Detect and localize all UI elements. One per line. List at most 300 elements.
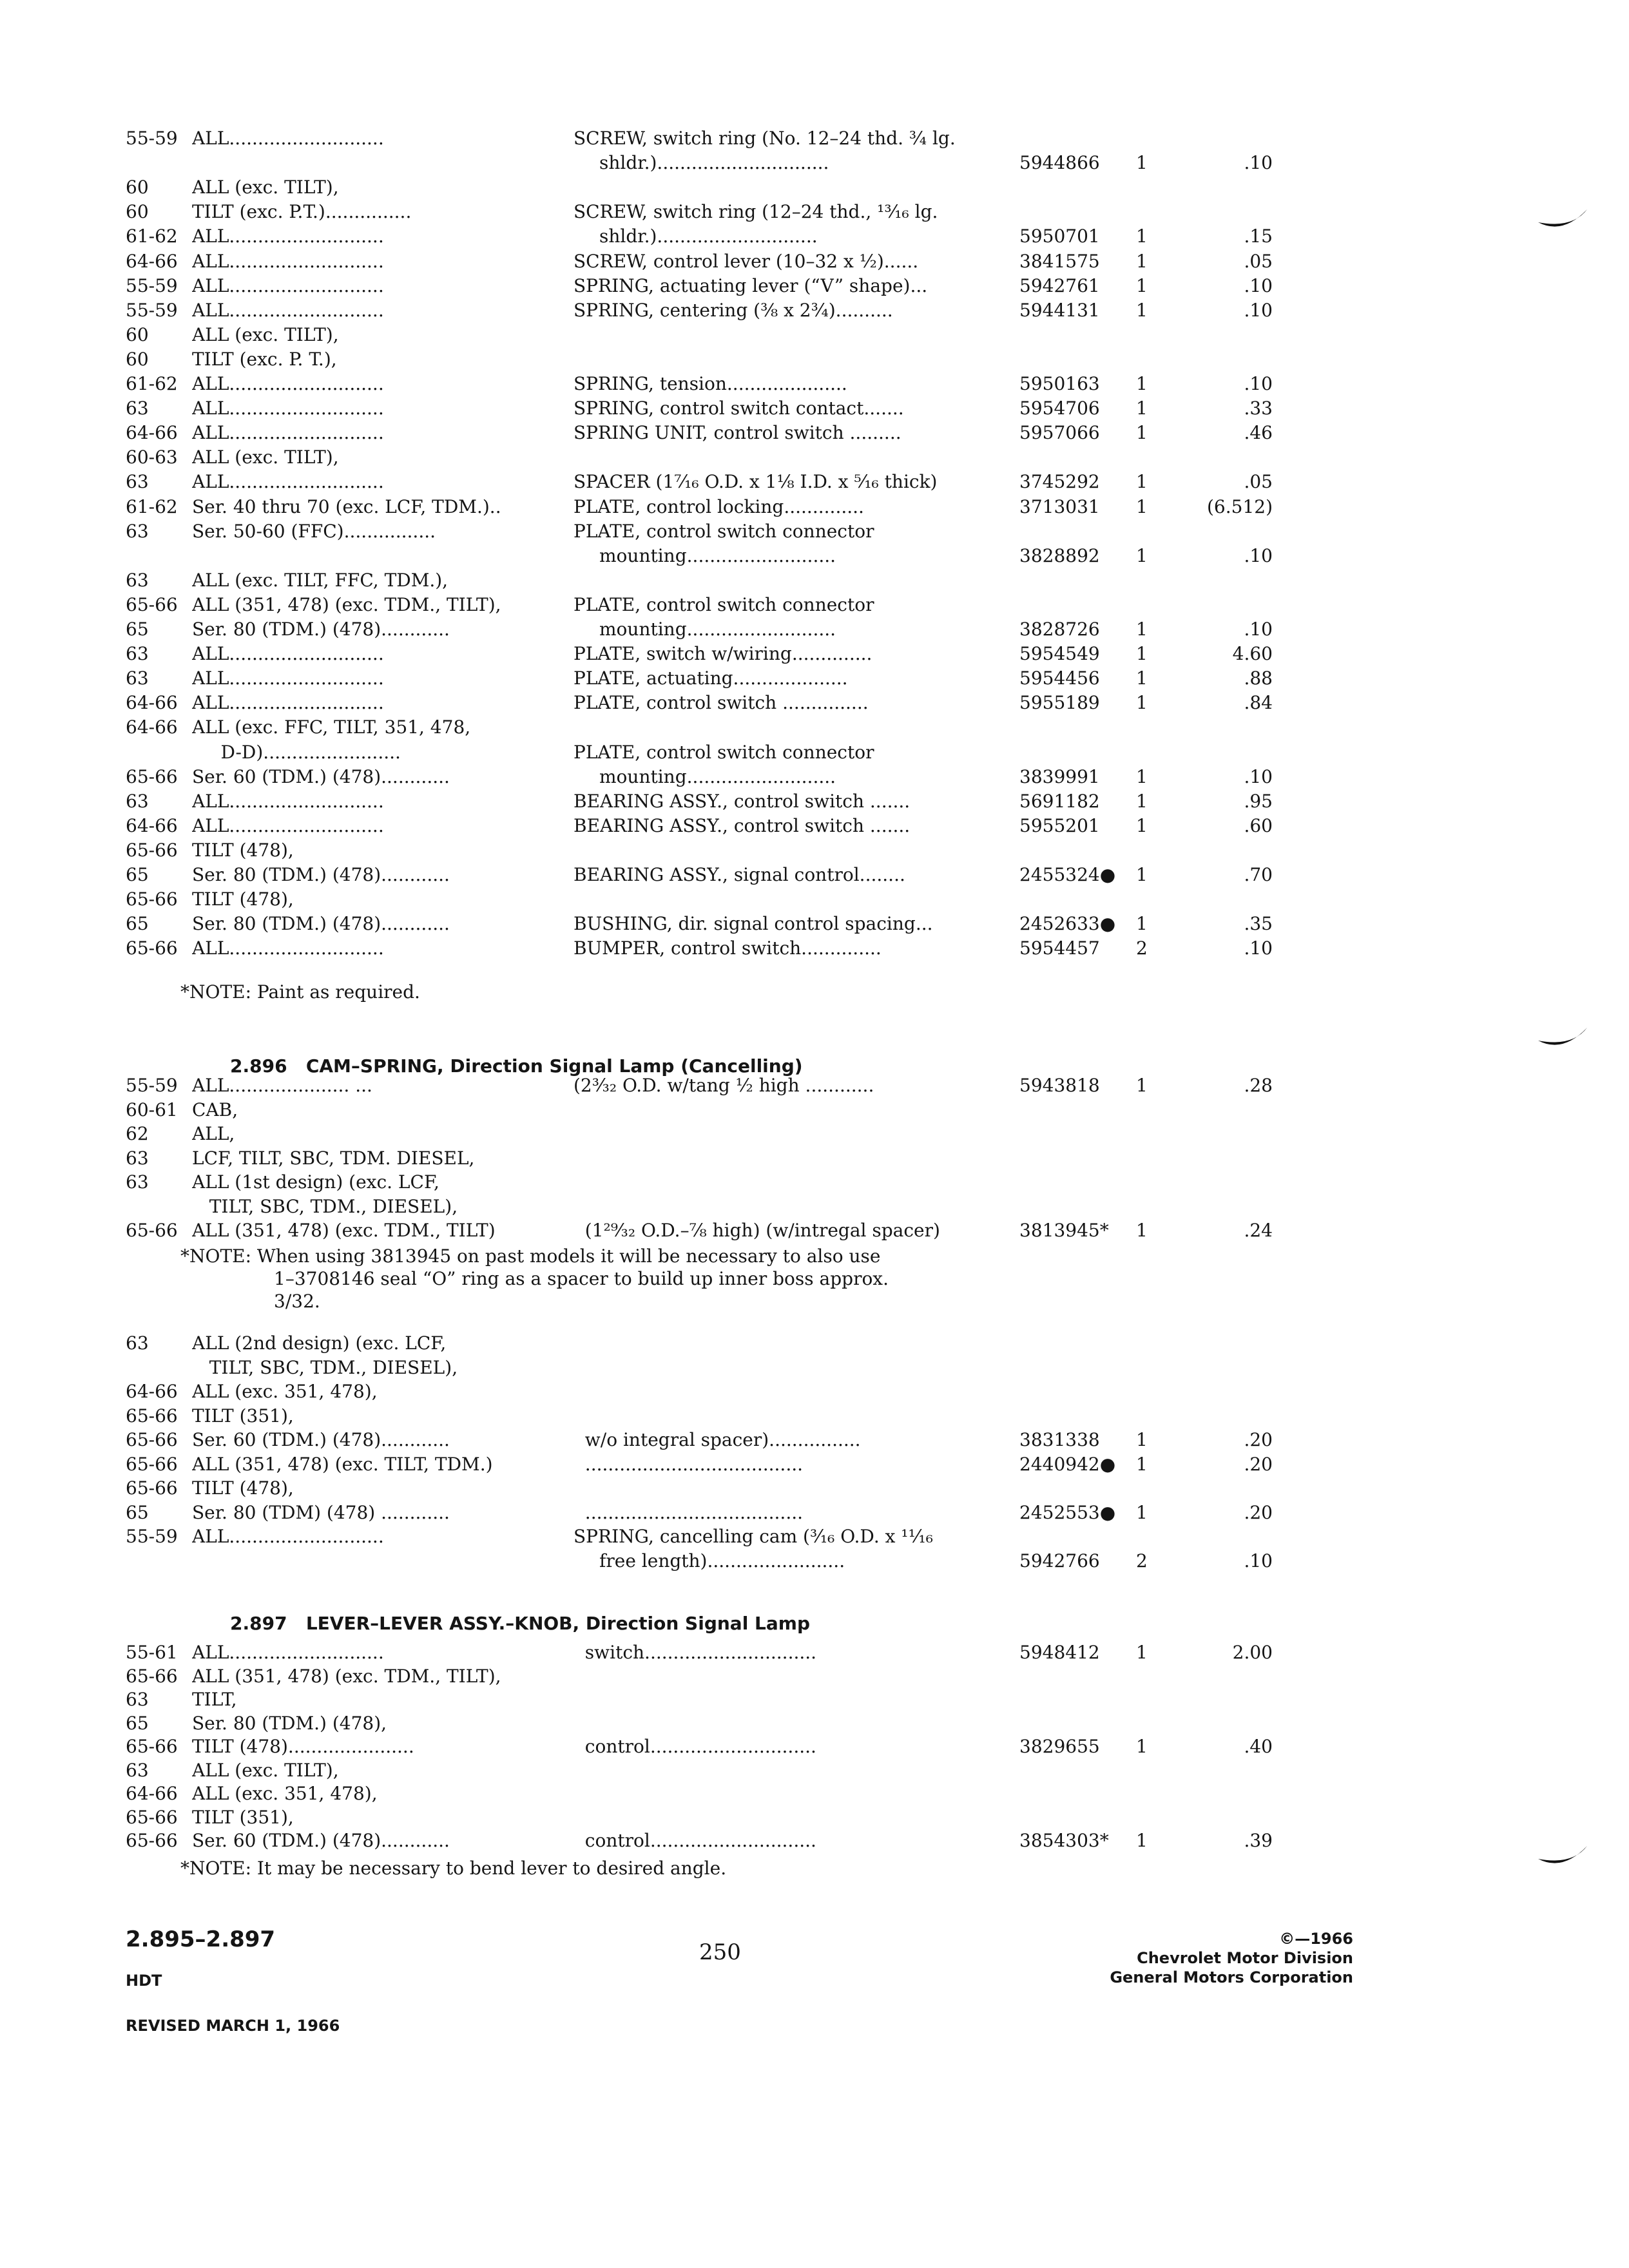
price: .20 <box>1244 1501 1273 1523</box>
parts-row <box>126 740 1273 765</box>
section-heading-2-897 <box>205 1585 810 1634</box>
parts-row <box>126 126 1273 151</box>
quantity: 1 <box>1136 544 1148 566</box>
parts-row <box>126 543 1273 569</box>
binder-hole-mark-icon <box>1537 203 1588 235</box>
part-number: 5954456 <box>1019 668 1100 689</box>
section-number: 2.896 <box>230 1055 287 1077</box>
year-range: 62 <box>126 1123 149 1144</box>
quantity: 1 <box>1136 471 1148 493</box>
part-number: 2440942● <box>1019 1453 1116 1475</box>
model-application: ALL........................... <box>192 128 384 149</box>
quantity: 1 <box>1136 1642 1148 1663</box>
quantity: 1 <box>1136 913 1148 935</box>
model-application: ALL........................... <box>192 373 384 394</box>
part-description: SPRING, cancelling cam (³⁄₁₆ O.D. x ¹¹⁄₁₆ <box>574 1526 933 1547</box>
model-application: ALL (exc. TILT), <box>192 447 339 468</box>
year-range: 55-59 <box>126 274 178 296</box>
note-3813945-line-1 <box>126 1244 1273 1269</box>
footer-series: HDT <box>126 1972 162 1990</box>
parts-row <box>126 1331 1273 1356</box>
quantity: 1 <box>1136 274 1148 296</box>
year-range: 55-59 <box>126 1526 178 1547</box>
parts-row <box>126 1121 1273 1147</box>
part-number: 5957066 <box>1019 422 1100 444</box>
parts-row <box>126 519 1273 544</box>
parts-row <box>126 1758 1273 1783</box>
parts-row <box>126 347 1273 372</box>
model-application: TILT (351), <box>192 1806 294 1828</box>
model-application: D-D)........................ <box>192 741 401 763</box>
year-range: 65 <box>126 1501 149 1523</box>
parts-row <box>126 469 1273 495</box>
parts-row <box>126 1073 1273 1099</box>
model-application: ALL........................... <box>192 422 384 444</box>
year-range: 55-61 <box>126 1642 178 1663</box>
parts-row <box>126 862 1273 888</box>
part-number: 3813945* <box>1019 1220 1109 1241</box>
parts-row <box>126 1097 1273 1123</box>
model-application: ALL........................... <box>192 250 384 272</box>
parts-row <box>126 298 1273 323</box>
year-range: 64-66 <box>126 1381 178 1402</box>
part-number: 3839991 <box>1019 765 1100 787</box>
price: .10 <box>1244 937 1273 959</box>
part-description: SPRING, tension..................... <box>574 373 847 394</box>
part-description: mounting.......................... <box>599 765 836 787</box>
quantity: 1 <box>1136 1075 1148 1096</box>
part-description: PLATE, switch w/wiring.............. <box>574 643 872 665</box>
price: 2.00 <box>1232 1642 1273 1663</box>
note-bend-lever <box>126 1856 1273 1881</box>
year-range: 63 <box>126 1147 149 1169</box>
binder-hole-mark-icon <box>1537 1021 1588 1053</box>
quantity: 1 <box>1136 152 1148 174</box>
part-number: 3713031 <box>1019 495 1100 517</box>
parts-row <box>126 887 1273 912</box>
model-application: ALL........................... <box>192 398 384 419</box>
model-application: LCF, TILT, SBC, TDM. DIESEL, <box>192 1147 475 1169</box>
quantity: 2 <box>1136 1550 1148 1571</box>
year-range: 65 <box>126 913 149 935</box>
model-application: TILT (351), <box>192 1405 294 1427</box>
price: 4.60 <box>1232 643 1273 665</box>
model-application: ALL (exc. TILT, FFC, TDM.), <box>192 569 448 591</box>
part-number: 2455324● <box>1019 864 1116 885</box>
year-range: 63 <box>126 520 149 542</box>
year-range: 60 <box>126 201 149 223</box>
model-application: ALL (351, 478) (exc. TILT, TDM.) <box>192 1453 493 1475</box>
price: .10 <box>1244 299 1273 321</box>
parts-row <box>126 789 1273 814</box>
year-range: 63 <box>126 398 149 419</box>
parts-row <box>126 1805 1273 1831</box>
parts-row <box>126 322 1273 348</box>
part-description: PLATE, control switch connector <box>574 593 874 615</box>
quantity: 1 <box>1136 1220 1148 1241</box>
parts-row <box>126 641 1273 667</box>
parts-row <box>126 396 1273 421</box>
note-paint <box>126 979 1273 1005</box>
part-number: 3745292 <box>1019 471 1100 493</box>
part-number: 5942766 <box>1019 1550 1100 1571</box>
part-number: 5944866 <box>1019 152 1100 174</box>
quantity: 1 <box>1136 692 1148 714</box>
year-range: 61-62 <box>126 495 178 517</box>
model-application: Ser. 80 (TDM.) (478)............ <box>192 864 450 885</box>
year-range: 63 <box>126 668 149 689</box>
model-application: TILT (exc. P.T.)............... <box>192 201 412 223</box>
page-number: 250 <box>699 1939 741 1965</box>
model-application: ALL (351, 478) (exc. TDM., TILT) <box>192 1220 496 1241</box>
part-description: shldr.)............................ <box>599 226 818 247</box>
year-range: 61-62 <box>126 373 178 394</box>
parts-row <box>126 715 1273 740</box>
parts-row <box>126 1475 1273 1501</box>
year-range: 65-66 <box>126 1220 178 1241</box>
parts-row <box>126 445 1273 470</box>
part-description: free length)........................ <box>599 1550 845 1571</box>
parts-row <box>126 592 1273 618</box>
quantity: 1 <box>1136 299 1148 321</box>
part-description: shldr.).............................. <box>599 152 829 174</box>
parts-row <box>126 813 1273 839</box>
price: .33 <box>1244 398 1273 419</box>
parts-row <box>126 1218 1273 1244</box>
part-description: PLATE, control switch ............... <box>574 692 869 714</box>
part-number: 5943818 <box>1019 1075 1100 1096</box>
price: .84 <box>1244 692 1273 714</box>
model-application: CAB, <box>192 1099 238 1120</box>
parts-row <box>126 1427 1273 1453</box>
part-description: SPRING UNIT, control switch ......... <box>574 422 901 444</box>
quantity: 2 <box>1136 937 1148 959</box>
model-application: ALL, <box>192 1123 235 1144</box>
model-application: TILT (exc. P. T.), <box>192 348 337 370</box>
model-application: ALL........................... <box>192 299 384 321</box>
part-number: 5954706 <box>1019 398 1100 419</box>
year-range: 60-61 <box>126 1099 178 1120</box>
section-title: LEVER–LEVER ASSY.–KNOB, <box>305 1613 580 1634</box>
model-application: Ser. 60 (TDM.) (478)............ <box>192 1429 450 1450</box>
part-number: 5955189 <box>1019 692 1100 714</box>
model-application: ALL........................... <box>192 790 384 812</box>
model-application: ALL (exc. FFC, TILT, 351, 478, <box>192 716 471 738</box>
model-application: ALL (exc. TILT), <box>192 1759 339 1781</box>
note-text: 1–3708146 seal “O” ring as a spacer to build up inner boss approx. <box>274 1268 889 1289</box>
part-number: 5944131 <box>1019 299 1100 321</box>
parts-row <box>126 273 1273 299</box>
parts-row <box>126 568 1273 593</box>
year-range: 63 <box>126 643 149 665</box>
model-application: ALL (exc. TILT), <box>192 177 339 198</box>
year-range: 60 <box>126 177 149 198</box>
part-description: (2³⁄₃₂ O.D. w/tang ½ high ............ <box>574 1075 874 1096</box>
binder-hole-mark-icon <box>1537 1840 1588 1872</box>
model-application: ALL (2nd design) (exc. LCF, <box>192 1332 447 1354</box>
model-application: Ser. 60 (TDM.) (478)............ <box>192 765 450 787</box>
year-range: 61-62 <box>126 226 178 247</box>
part-description: BEARING ASSY., control switch ....... <box>574 814 911 836</box>
quantity: 1 <box>1136 250 1148 272</box>
year-range: 65-66 <box>126 1830 178 1851</box>
section-subtitle: Direction Signal Lamp <box>585 1613 810 1634</box>
parts-row <box>126 494 1273 520</box>
note-text: *NOTE: It may be necessary to bend lever to desired angle. <box>180 1858 727 1879</box>
parts-row <box>126 764 1273 790</box>
year-range: 60-63 <box>126 447 178 468</box>
year-range: 65 <box>126 1712 149 1734</box>
footer-section-range: 2.895–2.897 <box>126 1927 276 1952</box>
part-description: mounting.......................... <box>599 619 836 640</box>
part-number: 3841575 <box>1019 250 1100 272</box>
year-range: 63 <box>126 1332 149 1354</box>
part-number: 5950701 <box>1019 226 1100 247</box>
model-application: ALL..................... ... <box>192 1075 372 1096</box>
year-range: 60 <box>126 323 149 345</box>
part-number: 5954549 <box>1019 643 1100 665</box>
year-range: 64-66 <box>126 250 178 272</box>
model-application: ALL........................... <box>192 226 384 247</box>
parts-row <box>126 1169 1273 1195</box>
quantity: 1 <box>1136 495 1148 517</box>
part-description: BUSHING, dir. signal control spacing... <box>574 913 933 935</box>
parts-row <box>126 1734 1273 1760</box>
parts-row <box>126 1403 1273 1429</box>
price: .20 <box>1244 1453 1273 1475</box>
footer-division: Chevrolet Motor Division <box>1137 1949 1353 1967</box>
year-range: 65-66 <box>126 765 178 787</box>
note-3813945-line-2 <box>126 1266 1273 1292</box>
part-description: PLATE, control locking.............. <box>574 495 864 517</box>
quantity: 1 <box>1136 422 1148 444</box>
part-number: 3828892 <box>1019 544 1100 566</box>
year-range: 65-66 <box>126 1477 178 1499</box>
quantity: 1 <box>1136 765 1148 787</box>
part-description: PLATE, actuating.................... <box>574 668 848 689</box>
part-number: 3829655 <box>1019 1736 1100 1757</box>
parts-row <box>126 936 1273 961</box>
part-description: SPRING, control switch contact....... <box>574 398 904 419</box>
section-title: CAM–SPRING, <box>305 1055 444 1077</box>
part-number: 2452633● <box>1019 913 1116 935</box>
parts-row <box>126 371 1273 397</box>
price: .70 <box>1244 864 1273 885</box>
footer-revised-date: REVISED MARCH 1, 1966 <box>126 2017 340 2035</box>
price: .15 <box>1244 226 1273 247</box>
model-application: TILT (478), <box>192 889 294 910</box>
model-application: TILT (478)...................... <box>192 1736 414 1757</box>
year-range: 65-66 <box>126 839 178 861</box>
parts-row <box>126 1379 1273 1405</box>
year-range: 65-66 <box>126 1806 178 1828</box>
model-application: Ser. 60 (TDM.) (478)............ <box>192 1830 450 1851</box>
footer-corporation: General Motors Corporation <box>1110 1968 1353 1986</box>
price: .20 <box>1244 1429 1273 1450</box>
parts-row <box>126 1781 1273 1807</box>
part-description: SPRING, actuating lever (“V” shape)... <box>574 274 928 296</box>
part-number: 5950163 <box>1019 373 1100 394</box>
part-number: 2452553● <box>1019 1501 1116 1523</box>
parts-row <box>126 420 1273 446</box>
parts-row <box>126 1194 1273 1220</box>
part-description: ...................................... <box>574 1453 804 1475</box>
parts-row <box>126 1828 1273 1854</box>
price: (6.512) <box>1206 495 1273 517</box>
year-range: 55-59 <box>126 1075 178 1096</box>
year-range: 63 <box>126 1759 149 1781</box>
price: .39 <box>1244 1830 1273 1851</box>
part-number: 5948412 <box>1019 1642 1100 1663</box>
price: .05 <box>1244 250 1273 272</box>
model-application: TILT, SBC, TDM., DIESEL), <box>192 1195 458 1217</box>
price: .28 <box>1244 1075 1273 1096</box>
quantity: 1 <box>1136 398 1148 419</box>
year-range: 63 <box>126 471 149 493</box>
quantity: 1 <box>1136 1453 1148 1475</box>
year-range: 63 <box>126 790 149 812</box>
parts-row <box>126 1355 1273 1381</box>
part-description: (1²⁹⁄₃₂ O.D.–⅞ high) (w/intregal spacer) <box>574 1220 940 1241</box>
quantity: 1 <box>1136 790 1148 812</box>
parts-row <box>126 1687 1273 1713</box>
model-application: ALL........................... <box>192 274 384 296</box>
part-description: BEARING ASSY., control switch ....... <box>574 790 911 812</box>
year-range: 64-66 <box>126 422 178 444</box>
model-application: ALL (exc. 351, 478), <box>192 1381 378 1402</box>
parts-row <box>126 1640 1273 1666</box>
model-application: ALL........................... <box>192 643 384 665</box>
parts-row <box>126 1548 1273 1574</box>
part-description: SCREW, switch ring (12–24 thd., ¹³⁄₁₆ lg. <box>574 201 938 223</box>
quantity: 1 <box>1136 814 1148 836</box>
year-range: 63 <box>126 569 149 591</box>
price: .10 <box>1244 152 1273 174</box>
parts-row <box>126 690 1273 716</box>
year-range: 55-59 <box>126 128 178 149</box>
parts-row <box>126 175 1273 200</box>
price: .10 <box>1244 274 1273 296</box>
year-range: 64-66 <box>126 692 178 714</box>
price: .60 <box>1244 814 1273 836</box>
parts-row <box>126 666 1273 691</box>
model-application: TILT (478), <box>192 839 294 861</box>
quantity: 1 <box>1136 226 1148 247</box>
part-description: SPRING, centering (⅜ x 2¾).......... <box>574 299 893 321</box>
model-application: ALL (exc. TILT), <box>192 323 339 345</box>
part-number: 3828726 <box>1019 619 1100 640</box>
part-description: control............................. <box>574 1830 816 1851</box>
year-range: 65-66 <box>126 1405 178 1427</box>
part-description: ...................................... <box>574 1501 804 1523</box>
note-text: 3/32. <box>274 1291 320 1312</box>
section-heading-2-896 <box>205 1028 803 1077</box>
part-number: 3831338 <box>1019 1429 1100 1450</box>
price: .05 <box>1244 471 1273 493</box>
part-description: SCREW, switch ring (No. 12–24 thd. ¾ lg. <box>574 128 956 149</box>
parts-row <box>126 199 1273 225</box>
year-range: 65-66 <box>126 1665 178 1687</box>
price: .40 <box>1244 1736 1273 1757</box>
model-application: Ser. 80 (TDM.) (478)............ <box>192 913 450 935</box>
price: .95 <box>1244 790 1273 812</box>
model-application: Ser. 40 thru 70 (exc. LCF, TDM.).. <box>192 495 501 517</box>
model-application: ALL (1st design) (exc. LCF, <box>192 1171 439 1193</box>
part-description: control............................. <box>574 1736 816 1757</box>
model-application: TILT, SBC, TDM., DIESEL), <box>192 1356 458 1378</box>
model-application: ALL........................... <box>192 692 384 714</box>
part-number: 5955201 <box>1019 814 1100 836</box>
note-3813945-line-3 <box>126 1289 1273 1314</box>
year-range: 65-66 <box>126 1429 178 1450</box>
year-range: 64-66 <box>126 1783 178 1804</box>
parts-row <box>126 911 1273 937</box>
year-range: 65-66 <box>126 1736 178 1757</box>
model-application: ALL........................... <box>192 668 384 689</box>
part-description: w/o integral spacer)................ <box>574 1429 861 1450</box>
part-number: 3854303* <box>1019 1830 1109 1851</box>
section-subtitle: Direction Signal Lamp (Cancelling) <box>450 1055 803 1077</box>
quantity: 1 <box>1136 1429 1148 1450</box>
year-range: 55-59 <box>126 299 178 321</box>
year-range: 65-66 <box>126 889 178 910</box>
model-application: ALL........................... <box>192 814 384 836</box>
quantity: 1 <box>1136 668 1148 689</box>
part-description: SCREW, control lever (10–32 x ½)...... <box>574 250 919 272</box>
part-description: BUMPER, control switch.............. <box>574 937 882 959</box>
price: .10 <box>1244 1550 1273 1571</box>
parts-row <box>126 249 1273 274</box>
year-range: 63 <box>126 1689 149 1710</box>
part-description: SPACER (1⁷⁄₁₆ O.D. x 1⅛ I.D. x ⁵⁄₁₆ thick) <box>574 471 938 493</box>
quantity: 1 <box>1136 643 1148 665</box>
price: .10 <box>1244 619 1273 640</box>
price: .10 <box>1244 373 1273 394</box>
quantity: 1 <box>1136 1830 1148 1851</box>
model-application: TILT (478), <box>192 1477 294 1499</box>
year-range: 65 <box>126 864 149 885</box>
price: .46 <box>1244 422 1273 444</box>
quantity: 1 <box>1136 864 1148 885</box>
year-range: 65-66 <box>126 1453 178 1475</box>
model-application: ALL (351, 478) (exc. TDM., TILT), <box>192 593 501 615</box>
price: .10 <box>1244 544 1273 566</box>
model-application: Ser. 80 (TDM.) (478)............ <box>192 619 450 640</box>
model-application: ALL........................... <box>192 1526 384 1547</box>
price: .24 <box>1244 1220 1273 1241</box>
parts-row <box>126 1664 1273 1689</box>
quantity: 1 <box>1136 619 1148 640</box>
part-number: 5691182 <box>1019 790 1100 812</box>
parts-row <box>126 838 1273 863</box>
part-description: mounting.......................... <box>599 544 836 566</box>
price: .88 <box>1244 668 1273 689</box>
part-description: PLATE, control switch connector <box>574 520 874 542</box>
parts-row <box>126 150 1273 176</box>
part-number: 5954457 <box>1019 937 1100 959</box>
footer-copyright: ©—1966 <box>1279 1930 1353 1948</box>
year-range: 60 <box>126 348 149 370</box>
parts-row <box>126 1452 1273 1477</box>
price: .10 <box>1244 765 1273 787</box>
parts-row <box>126 224 1273 249</box>
parts-row <box>126 1146 1273 1171</box>
note-text: *NOTE: When using 3813945 on past models it will be necessary to also use <box>180 1245 881 1267</box>
year-range: 65 <box>126 619 149 640</box>
price: .35 <box>1244 913 1273 935</box>
model-application: ALL (351, 478) (exc. TDM., TILT), <box>192 1665 501 1687</box>
model-application: ALL........................... <box>192 1642 384 1663</box>
